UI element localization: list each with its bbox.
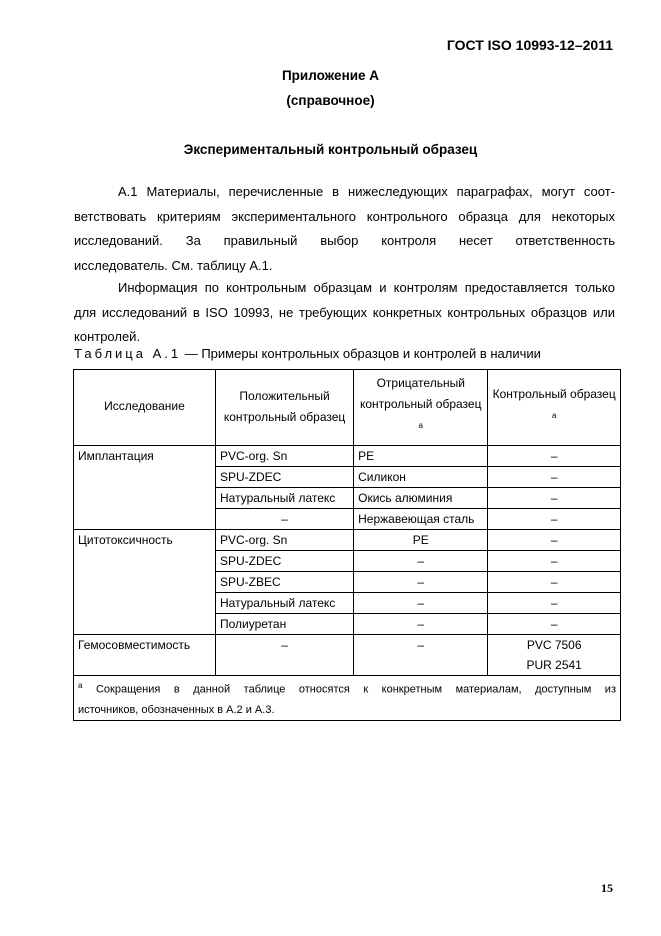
cell-negative: – (354, 614, 488, 635)
cell-control: – (488, 467, 621, 488)
footnote-line: $^a$ Сокращения в данной таблице относятся к конкретным материалам, доступным из (78, 681, 616, 696)
cell-negative: – (354, 593, 488, 614)
cell-control: – (488, 530, 621, 551)
footnote-mark: a (551, 410, 557, 420)
footnote-mark: a (418, 421, 423, 430)
cell-negative: – (354, 572, 488, 593)
cell-study: Имплантация (74, 446, 216, 530)
table-header-row (74, 370, 621, 446)
paragraph-line: исследователь. См. таблицу А.1. (74, 257, 273, 273)
footnote-mark: a (78, 681, 83, 690)
cell-study: Гемосовместимость (74, 635, 216, 676)
cell-positive: – (216, 635, 354, 676)
table-caption (74, 346, 541, 361)
paragraph-a1 (74, 180, 615, 278)
paragraph-line: контролей. (74, 329, 141, 344)
page-number: 15 (601, 881, 613, 895)
header-negative-control: Отрицательный контрольный образец $^a$ (354, 370, 488, 446)
annex-title: Приложение А (281, 68, 380, 83)
section-title: Экспериментальный контрольный образец (183, 142, 478, 157)
cell-positive: Натуральный латекс (216, 593, 354, 614)
cell-control (488, 635, 621, 676)
cell-positive: PVC-org. Sn (216, 446, 354, 467)
cell-positive: PVC-org. Sn (216, 530, 354, 551)
cell-control: – (488, 509, 621, 530)
paragraph-line: Информация по контрольным образцам и контролям предоставляется только (118, 280, 615, 295)
cell-negative: Силикон (354, 467, 488, 488)
cell-control: – (488, 614, 621, 635)
table-caption-text: — Примеры контрольных образцов и контролей в наличии (181, 346, 541, 361)
table-footnote (74, 676, 621, 721)
header-control-sample: Контрольный образец $^a$ (488, 370, 621, 446)
cell-positive: SPU-ZBEC (216, 572, 354, 593)
cell-control: – (488, 488, 621, 509)
header-study: Исследование (74, 370, 216, 446)
cell-negative: – (354, 635, 488, 676)
paragraph-line: ветствовать критериям экспериментального контрольного образца для некоторых (74, 208, 615, 224)
header-positive-control: Положительный контрольный образец (216, 370, 354, 446)
paragraph-line: А.1 Материалы, перечисленные в нижеследующих параграфах, могут соот- (118, 184, 615, 199)
cell-study: Цитотоксичность (74, 530, 216, 635)
cell-negative: Нержавеющая сталь (354, 509, 488, 530)
paragraph-line: для исследований в ISO 10993, не требующих конкретных контрольных образцов или (74, 304, 615, 320)
cell-positive: – (216, 509, 354, 530)
cell-negative: PE (354, 530, 488, 551)
cell-positive: Натуральный латекс (216, 488, 354, 509)
cell-control: – (488, 593, 621, 614)
table-row (74, 530, 621, 551)
table-footnote-row (74, 676, 621, 721)
cell-positive: SPU-ZDEC (216, 551, 354, 572)
cell-positive: SPU-ZDEC (216, 467, 354, 488)
annex-type: (справочное) (286, 93, 375, 108)
cell-control: – (488, 446, 621, 467)
control-value: PVC 7506 (526, 638, 582, 652)
table-row (74, 635, 621, 676)
cell-negative: Окись алюминия (354, 488, 488, 509)
paragraph-info (74, 276, 615, 350)
table-caption-label: Таблица А.1 (74, 346, 182, 361)
cell-positive: Полиуретан (216, 614, 354, 635)
table-row (74, 446, 621, 467)
footnote-line: источников, обозначенных в А.2 и А.3. (78, 703, 275, 716)
paragraph-line: исследований. За правильный выбор контроля несет ответственность (74, 233, 615, 248)
cell-negative: – (354, 551, 488, 572)
standard-code: ГОСТ ISO 10993-12–2011 (446, 37, 613, 53)
controls-table (73, 369, 621, 721)
cell-control: – (488, 551, 621, 572)
cell-negative: PE (354, 446, 488, 467)
cell-control: – (488, 572, 621, 593)
control-value: PUR 2541 (526, 658, 582, 672)
